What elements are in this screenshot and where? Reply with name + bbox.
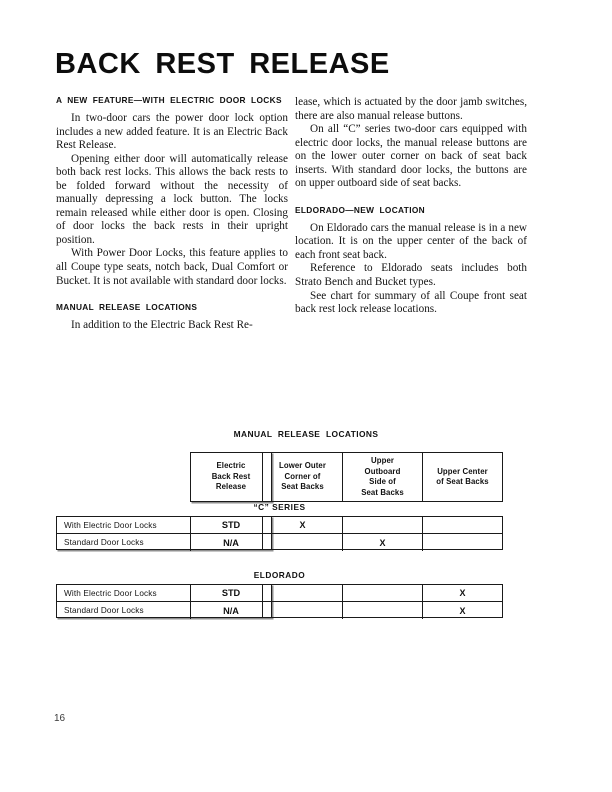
group-right-block xyxy=(262,584,503,618)
section-heading-new-feature: A NEW FEATURE—WITH ELECTRIC DOOR LOCKS xyxy=(56,95,282,105)
row-label: Standard Door Locks xyxy=(57,602,191,619)
table-row xyxy=(263,585,502,602)
group-left-block xyxy=(56,516,272,550)
paragraph: See chart for summary of all Coupe front seat back rest lock release locations. xyxy=(295,289,527,316)
section-heading-manual-release-locations: MANUAL RELEASE LOCATIONS xyxy=(56,302,198,313)
page-number: 16 xyxy=(54,713,66,724)
chart-title: MANUAL RELEASE LOCATIONS xyxy=(233,429,379,439)
row-label: With Electric Door Locks xyxy=(57,517,191,533)
header-cell-text: Electric Back Rest Release xyxy=(211,461,251,492)
header-cell-upper-center xyxy=(423,453,502,501)
row-label: Standard Door Locks xyxy=(57,534,191,551)
paragraph: Opening either door will automatically release both back rest locks. This allows the back rests to be folded forward without the necessity of manually depressing a lock button. The locks remain released while either door is open. Closing of door locks the back rests in their upright position. xyxy=(56,152,288,246)
row-release-value: N/A xyxy=(223,605,239,616)
header-location-columns xyxy=(262,452,503,502)
row-mark: X xyxy=(263,517,343,533)
row-mark xyxy=(343,585,423,601)
group-title: “C” SERIES xyxy=(253,502,306,512)
row-mark xyxy=(263,534,343,551)
row-mark xyxy=(423,534,502,551)
group-body xyxy=(56,584,503,618)
table-row xyxy=(57,534,271,551)
header-cell-lower-outer-corner xyxy=(263,453,343,501)
row-mark: X xyxy=(459,605,466,616)
paragraph: On all “C” series two-door cars equipped with electric door locks, the manual release buttons are on the lower outer corner on back of seat back inserts. With standard door locks, the buttons are on upper outboard side of seat backs. xyxy=(295,123,527,190)
row-mark xyxy=(343,517,423,533)
paragraph: lease, which is actuated by the door jamb switches, there are also manual release buttons. xyxy=(295,96,527,122)
table-row xyxy=(263,602,502,619)
paragraph: With Power Door Locks, this feature applies to all Coupe type seats, notch back, Dual Comfort or Bucket. It is not available with standard door locks. xyxy=(56,247,288,287)
paragraph: Reference to Eldorado seats includes both Strato Bench and Bucket types. xyxy=(295,262,527,288)
table-row xyxy=(263,534,502,551)
group-left-block xyxy=(56,584,272,618)
table-header-row xyxy=(56,452,503,502)
group-title: ELDORADO xyxy=(253,570,306,580)
spacer xyxy=(56,288,288,303)
row-release-value: N/A xyxy=(223,537,239,548)
group-right-block xyxy=(262,516,503,550)
header-cell-electric-back-rest-release xyxy=(190,452,272,502)
paragraph: In two-door cars the power door lock option includes a new added feature. It is an Electric Back Rest Release. xyxy=(56,111,288,152)
manual-release-locations-table xyxy=(56,452,503,618)
table-row xyxy=(263,517,502,534)
row-mark xyxy=(263,602,343,619)
row-mark: X xyxy=(343,534,423,551)
row-label: With Electric Door Locks xyxy=(57,585,191,601)
spacer xyxy=(295,191,527,206)
table-row xyxy=(57,517,271,534)
row-mark xyxy=(423,517,502,533)
table-group-eldorado xyxy=(56,570,503,618)
table-group-c-series xyxy=(56,502,503,550)
row-mark xyxy=(343,602,423,619)
text-column-left xyxy=(56,96,288,333)
header-cell-text: Upper Outboard Side of Seat Backs xyxy=(361,456,404,497)
group-body xyxy=(56,516,503,550)
table-row xyxy=(57,602,271,619)
row-release-value: STD xyxy=(221,520,241,530)
page-title: BACK REST RELEASE xyxy=(55,48,390,80)
header-cell-text: Lower Outer Corner of Seat Backs xyxy=(278,461,327,492)
text-column-right xyxy=(295,96,527,317)
paragraph: In addition to the Electric Back Rest Re- xyxy=(71,319,253,332)
table-row xyxy=(57,585,271,602)
header-cell-text: Upper Center of Seat Backs xyxy=(436,466,489,486)
row-mark: X xyxy=(459,588,466,598)
section-heading-eldorado-new-location: ELDORADO—NEW LOCATION xyxy=(295,204,425,215)
row-mark xyxy=(263,585,343,601)
row-release-value: STD xyxy=(221,588,241,598)
header-cell-upper-outboard-side xyxy=(343,453,423,501)
paragraph: On Eldorado cars the manual release is in a new location. It is on the upper center of the back of each front seat back. xyxy=(295,221,527,261)
